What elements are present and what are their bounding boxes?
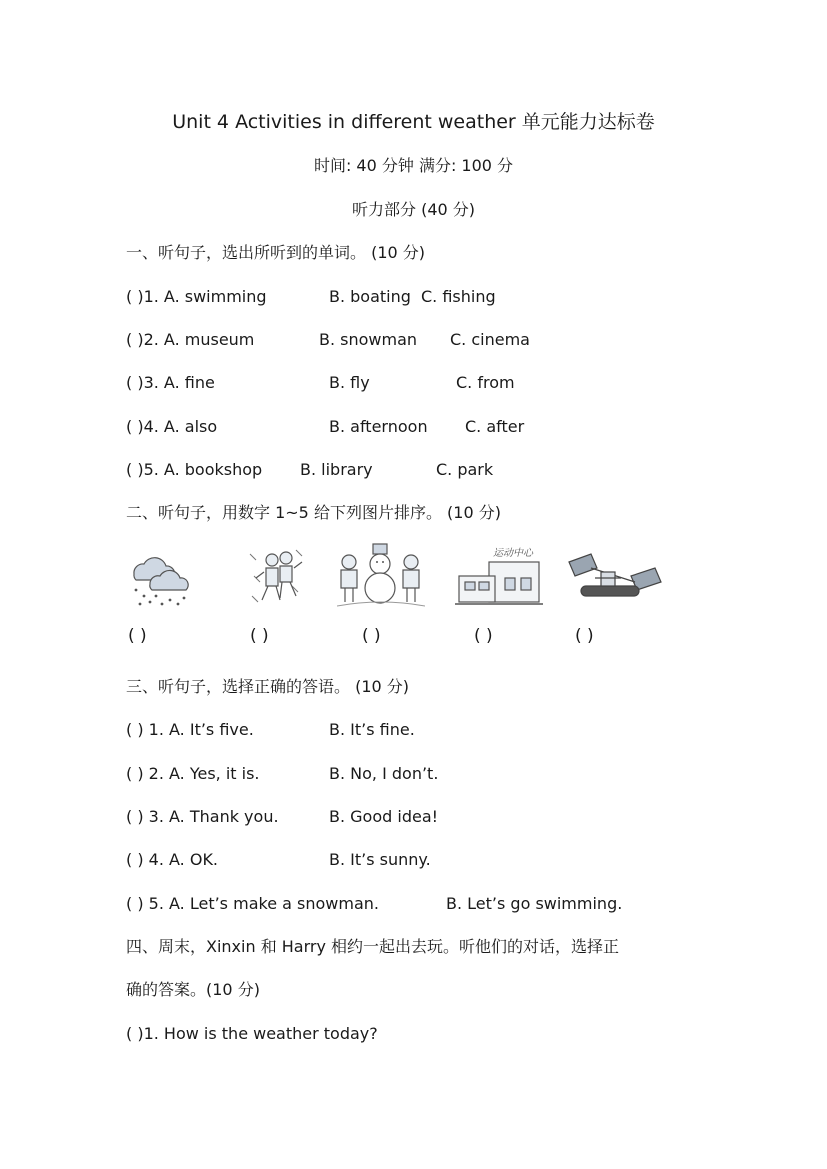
option-b: B. Let’s go swimming. — [446, 894, 623, 913]
picture-answer-blank: ( ) — [575, 626, 594, 646]
option-b: B. Good idea! — [329, 807, 439, 826]
section2-heading: 二、听句子，用数字 1~5 给下列图片排序。 (10 分) — [126, 503, 501, 522]
section4-question: ( )1. How is the weather today? — [126, 1024, 378, 1043]
kids-playing-rain-icon — [246, 546, 308, 610]
section3-heading: 三、听句子，选择正确的答语。 (10 分) — [126, 677, 410, 696]
option-c: C. park — [436, 460, 494, 479]
option-b: B. snowman — [319, 330, 418, 349]
page-title: Unit 4 Activities in different weather 单元能力达标卷 — [172, 111, 655, 133]
option-b: B. It’s fine. — [329, 720, 415, 739]
option-b: B. afternoon — [329, 417, 428, 436]
option-c: C. after — [465, 417, 525, 436]
option-b: B. fly — [329, 373, 370, 392]
picture-answer-blank: ( ) — [362, 626, 381, 646]
option-a: ( )5. A. bookshop — [126, 460, 263, 479]
rain-cloud-icon — [126, 550, 192, 610]
option-a: ( ) 2. A. Yes, it is. — [126, 764, 260, 783]
section4-heading: 四、周末，Xinxin 和 Harry 相约一起出去玩。听他们的对话，选择正 — [126, 937, 620, 956]
picture-answer-blank: ( ) — [474, 626, 493, 646]
option-a: ( ) 5. A. Let’s make a snowman. — [126, 894, 379, 913]
section1-heading: 一、听句子，选出所听到的单词。 (10 分) — [126, 243, 426, 262]
option-c: C. fishing — [421, 287, 496, 306]
option-a: ( ) 4. A. OK. — [126, 850, 219, 869]
option-b: B. library — [300, 460, 373, 479]
option-a: ( ) 1. A. It’s five. — [126, 720, 254, 739]
option-b: B. boating — [329, 287, 411, 306]
picture-answer-blank: ( ) — [250, 626, 269, 646]
listening-part-label: 听力部分 (40 分) — [351, 200, 476, 219]
option-a: ( )2. A. museum — [126, 330, 255, 349]
option-b: B. No, I don’t. — [329, 764, 439, 783]
kids-snowman-icon — [337, 542, 425, 610]
section4-heading-cont: 确的答案。(10 分) — [126, 980, 260, 999]
time-score-info: 时间: 40 分钟 满分: 100 分 — [313, 156, 514, 175]
option-a: ( ) 3. A. Thank you. — [126, 807, 279, 826]
option-a: ( )1. A. swimming — [126, 287, 267, 306]
picture-answer-blank: ( ) — [128, 626, 147, 646]
option-a: ( )4. A. also — [126, 417, 218, 436]
space-station-icon — [565, 548, 663, 608]
sports-center-building-icon — [455, 548, 543, 606]
option-b: B. It’s sunny. — [329, 850, 431, 869]
option-a: ( )3. A. fine — [126, 373, 215, 392]
building-sign: 运动中心 — [493, 548, 533, 559]
option-c: C. from — [456, 373, 515, 392]
option-c: C. cinema — [450, 330, 530, 349]
